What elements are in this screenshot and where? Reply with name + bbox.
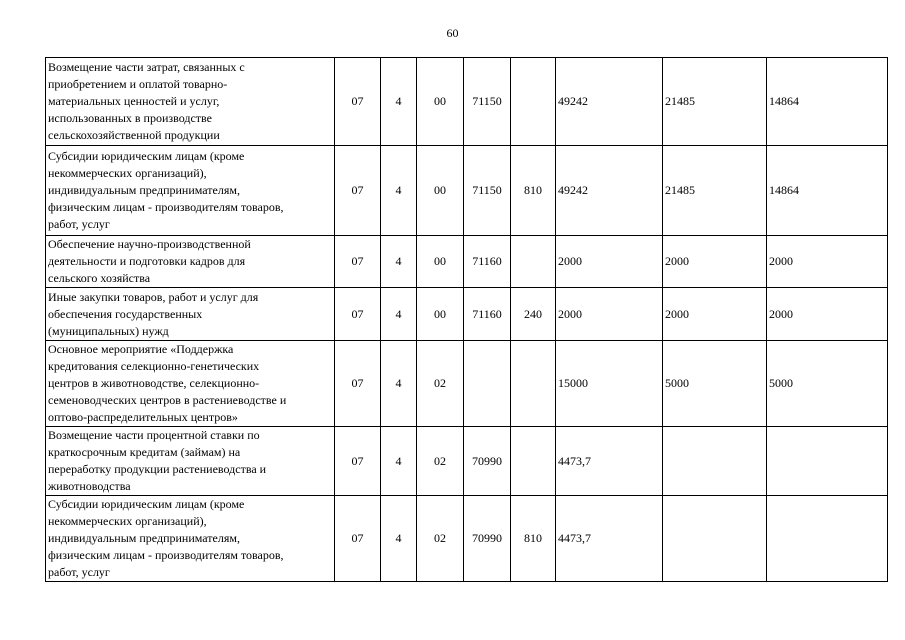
section-code-cell: 07 bbox=[335, 288, 381, 341]
section-code-cell: 07 bbox=[335, 341, 381, 427]
program-code-cell: 4 bbox=[381, 288, 417, 341]
amount-year3-cell: 14864 bbox=[767, 146, 888, 236]
section-code-cell: 07 bbox=[335, 496, 381, 582]
expense-type-cell bbox=[511, 236, 556, 288]
row-name-line: индивидуальным предпринимателям, bbox=[48, 531, 240, 545]
program-code-cell: 4 bbox=[381, 341, 417, 427]
section-code-cell: 07 bbox=[335, 236, 381, 288]
table-row bbox=[46, 496, 888, 582]
amount-year1-cell: 2000 bbox=[556, 236, 663, 288]
row-name-line: физическим лицам - производителям товаров, bbox=[48, 548, 284, 562]
amount-year3-cell bbox=[767, 496, 888, 582]
row-name-line: некоммерческих организаций), bbox=[48, 166, 207, 180]
expense-type-cell bbox=[511, 341, 556, 427]
row-name-cell bbox=[46, 58, 335, 146]
table-row bbox=[46, 341, 888, 427]
direction-code-cell: 71150 bbox=[464, 58, 511, 146]
row-name-line: Основное мероприятие «Поддержка bbox=[48, 342, 234, 356]
row-name-line: сельского хозяйства bbox=[48, 271, 151, 285]
subprogram-code-cell: 02 bbox=[417, 341, 464, 427]
amount-year1-cell: 49242 bbox=[556, 58, 663, 146]
row-name-cell bbox=[46, 146, 335, 236]
amount-year3-cell bbox=[767, 427, 888, 496]
amount-year1-cell: 2000 bbox=[556, 288, 663, 341]
row-name-line: переработку продукции растениеводства и bbox=[48, 462, 267, 476]
row-name-line: индивидуальным предпринимателям, bbox=[48, 183, 240, 197]
program-code-cell: 4 bbox=[381, 496, 417, 582]
row-name-line: центров в животноводстве, селекционно- bbox=[48, 376, 260, 390]
row-name-cell bbox=[46, 288, 335, 341]
row-name-line: работ, услуг bbox=[48, 565, 110, 579]
direction-code-cell: 70990 bbox=[464, 496, 511, 582]
amount-year2-cell bbox=[663, 496, 767, 582]
row-name-line: кредитования селекционно-генетических bbox=[48, 359, 260, 373]
subprogram-code-cell: 02 bbox=[417, 496, 464, 582]
row-name-line: краткосрочным кредитам (займам) на bbox=[48, 445, 241, 459]
subprogram-code-cell: 00 bbox=[417, 288, 464, 341]
row-name-line: семеноводческих центров в растениеводстве и bbox=[48, 393, 287, 407]
row-name-line: приобретением и оплатой товарно- bbox=[48, 77, 228, 91]
direction-code-cell: 71160 bbox=[464, 236, 511, 288]
section-code-cell: 07 bbox=[335, 146, 381, 236]
expense-type-cell: 240 bbox=[511, 288, 556, 341]
amount-year3-cell: 5000 bbox=[767, 341, 888, 427]
expense-type-cell: 810 bbox=[511, 146, 556, 236]
amount-year2-cell: 5000 bbox=[663, 341, 767, 427]
subprogram-code-cell: 00 bbox=[417, 146, 464, 236]
amount-year2-cell: 2000 bbox=[663, 288, 767, 341]
subprogram-code-cell: 02 bbox=[417, 427, 464, 496]
row-name-line: физическим лицам - производителям товаров, bbox=[48, 200, 284, 214]
table-row bbox=[46, 427, 888, 496]
amount-year2-cell: 21485 bbox=[663, 146, 767, 236]
row-name-line: материальных ценностей и услуг, bbox=[48, 94, 220, 108]
amount-year3-cell: 2000 bbox=[767, 288, 888, 341]
row-name-cell bbox=[46, 236, 335, 288]
row-name-line: (муниципальных) нужд bbox=[48, 323, 169, 338]
amount-year3-cell: 2000 bbox=[767, 236, 888, 288]
row-name-line: Субсидии юридическим лицам (кроме bbox=[48, 149, 245, 163]
section-code-cell: 07 bbox=[335, 427, 381, 496]
expense-type-cell bbox=[511, 58, 556, 146]
amount-year1-cell: 4473,7 bbox=[556, 496, 663, 582]
subprogram-code-cell: 00 bbox=[417, 236, 464, 288]
row-name-cell bbox=[46, 496, 335, 582]
table-row bbox=[46, 288, 888, 341]
direction-code-cell: 71160 bbox=[464, 288, 511, 341]
amount-year1-cell: 4473,7 bbox=[556, 427, 663, 496]
row-name-line: использованных в производстве bbox=[48, 111, 212, 125]
direction-code-cell: 71150 bbox=[464, 146, 511, 236]
table-row bbox=[46, 236, 888, 288]
row-name-line: оптово-распределительных центров» bbox=[48, 410, 238, 424]
row-name-line: некоммерческих организаций), bbox=[48, 514, 207, 528]
row-name-line: Субсидии юридическим лицам (кроме bbox=[48, 497, 245, 511]
expense-type-cell bbox=[511, 427, 556, 496]
subprogram-code-cell: 00 bbox=[417, 58, 464, 146]
program-code-cell: 4 bbox=[381, 427, 417, 496]
row-name-line: обеспечения государственных bbox=[48, 306, 203, 321]
amount-year3-cell: 14864 bbox=[767, 58, 888, 146]
expense-type-cell: 810 bbox=[511, 496, 556, 582]
amount-year2-cell: 21485 bbox=[663, 58, 767, 146]
program-code-cell: 4 bbox=[381, 58, 417, 146]
row-name-line: деятельности и подготовки кадров для bbox=[48, 254, 246, 268]
table-row bbox=[46, 146, 888, 236]
budget-table bbox=[45, 57, 888, 582]
amount-year1-cell: 49242 bbox=[556, 146, 663, 236]
row-name-line: животноводства bbox=[48, 479, 131, 493]
row-name-cell bbox=[46, 427, 335, 496]
section-code-cell: 07 bbox=[335, 58, 381, 146]
row-name-line: Возмещение части затрат, связанных с bbox=[48, 60, 245, 74]
direction-code-cell: 70990 bbox=[464, 427, 511, 496]
page-number: 60 bbox=[446, 26, 459, 40]
amount-year2-cell: 2000 bbox=[663, 236, 767, 288]
program-code-cell: 4 bbox=[381, 146, 417, 236]
row-name-line: Возмещение части процентной ставки по bbox=[48, 428, 260, 442]
row-name-line: Иные закупки товаров, работ и услуг для bbox=[48, 289, 259, 304]
table-row bbox=[46, 58, 888, 146]
amount-year2-cell bbox=[663, 427, 767, 496]
amount-year1-cell: 15000 bbox=[556, 341, 663, 427]
row-name-line: Обеспечение научно-производственной bbox=[48, 237, 251, 251]
row-name-cell bbox=[46, 341, 335, 427]
row-name-line: работ, услуг bbox=[48, 217, 110, 231]
direction-code-cell bbox=[464, 341, 511, 427]
program-code-cell: 4 bbox=[381, 236, 417, 288]
row-name-line: сельскохозяйственной продукции bbox=[48, 128, 220, 142]
